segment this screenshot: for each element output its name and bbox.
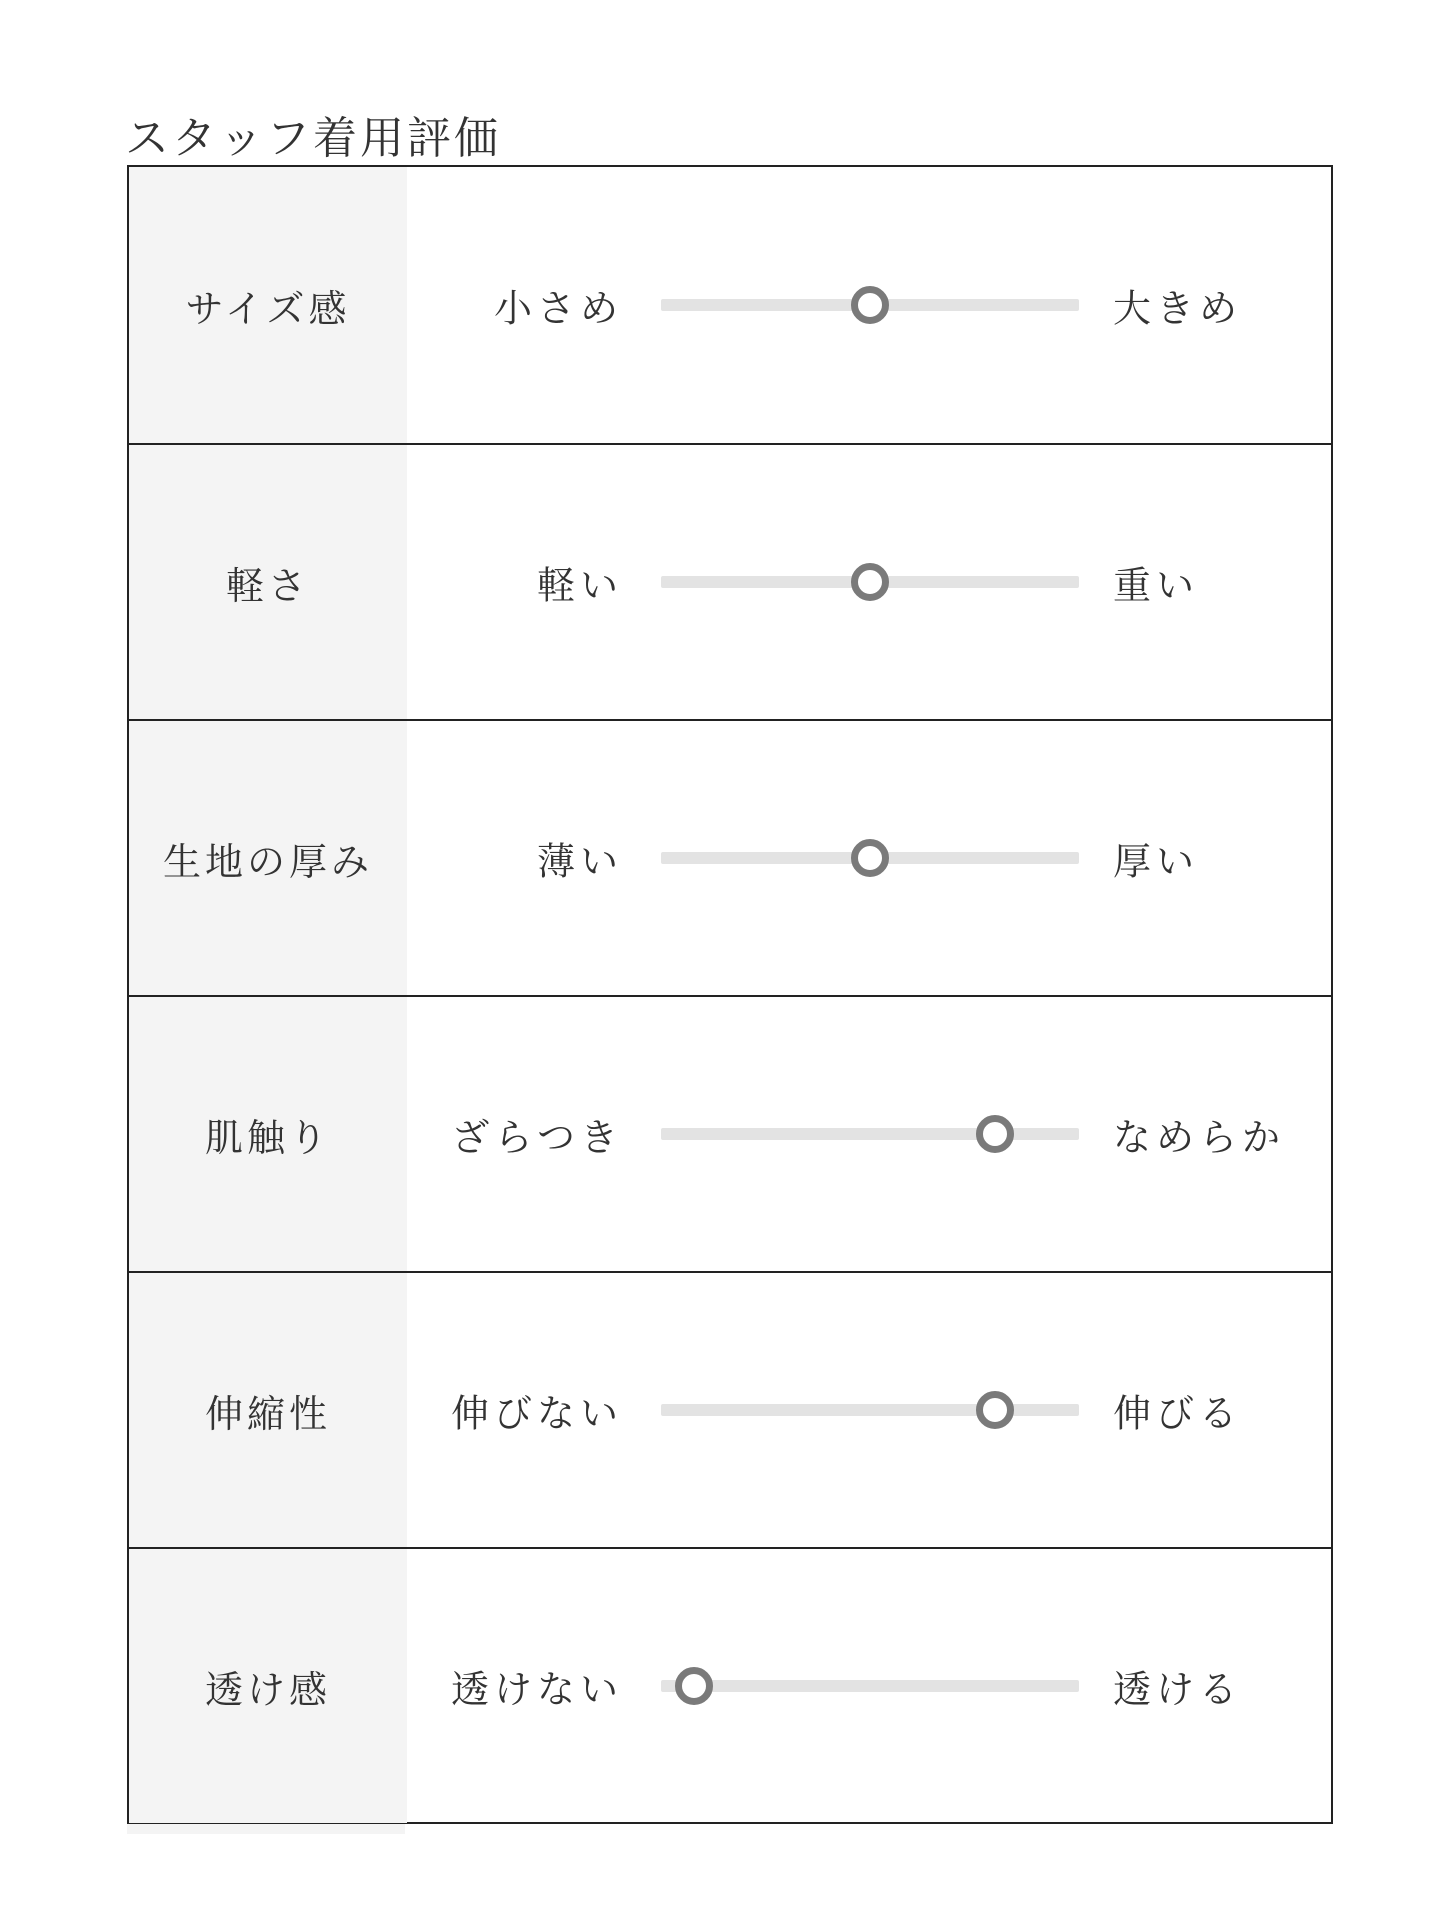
scale-max-label: 透ける xyxy=(1113,1667,1243,1712)
rating-row-sheerness xyxy=(129,1547,1331,1823)
scale-min-label: 軽い xyxy=(536,563,623,608)
rating-row-texture xyxy=(129,995,1331,1271)
slider-track xyxy=(661,1404,1079,1416)
rating-row-size xyxy=(129,167,1331,443)
row-label: 軽さ xyxy=(225,563,310,608)
slider-knob xyxy=(851,286,889,324)
rating-row-weight xyxy=(129,443,1331,719)
slider-knob xyxy=(675,1667,713,1705)
scale-min-label: 薄い xyxy=(536,839,623,884)
slider-track xyxy=(661,1680,1079,1692)
row-label-cell xyxy=(129,445,407,719)
row-label-cell xyxy=(129,1549,407,1823)
row-label-cell xyxy=(129,721,407,995)
scale-min-label: 小さめ xyxy=(493,286,623,331)
rating-row-stretch xyxy=(129,1271,1331,1547)
slider-knob xyxy=(976,1391,1014,1429)
rating-table xyxy=(127,165,1333,1824)
slider-track xyxy=(661,1128,1079,1140)
slider-knob xyxy=(976,1115,1014,1153)
slider-knob xyxy=(851,563,889,601)
row-label-cell xyxy=(129,997,407,1271)
row-label-cell xyxy=(129,1273,407,1547)
scale-max-label: 大きめ xyxy=(1113,286,1243,331)
row-label: 透け感 xyxy=(204,1667,331,1712)
scale-max-label: 厚い xyxy=(1113,839,1200,884)
row-label: サイズ感 xyxy=(185,286,351,331)
slider-knob xyxy=(851,839,889,877)
scale-max-label: 伸びる xyxy=(1113,1391,1243,1436)
scale-min-label: 透けない xyxy=(450,1667,623,1712)
row-label: 生地の厚み xyxy=(162,839,373,884)
row-label: 伸縮性 xyxy=(204,1391,331,1436)
scale-max-label: なめらか xyxy=(1113,1115,1286,1160)
rating-row-thickness xyxy=(129,719,1331,995)
scale-min-label: 伸びない xyxy=(450,1391,623,1436)
slider-track xyxy=(661,299,1079,311)
slider-track xyxy=(661,852,1079,864)
slider-track xyxy=(661,576,1079,588)
scale-min-label: ざらつき xyxy=(451,1115,623,1160)
scale-max-label: 重い xyxy=(1113,563,1200,608)
row-label-cell xyxy=(129,167,407,443)
label-column-tail xyxy=(127,1824,405,1834)
row-label: 肌触り xyxy=(204,1115,331,1160)
page-title: スタッフ着用評価 xyxy=(125,113,501,165)
